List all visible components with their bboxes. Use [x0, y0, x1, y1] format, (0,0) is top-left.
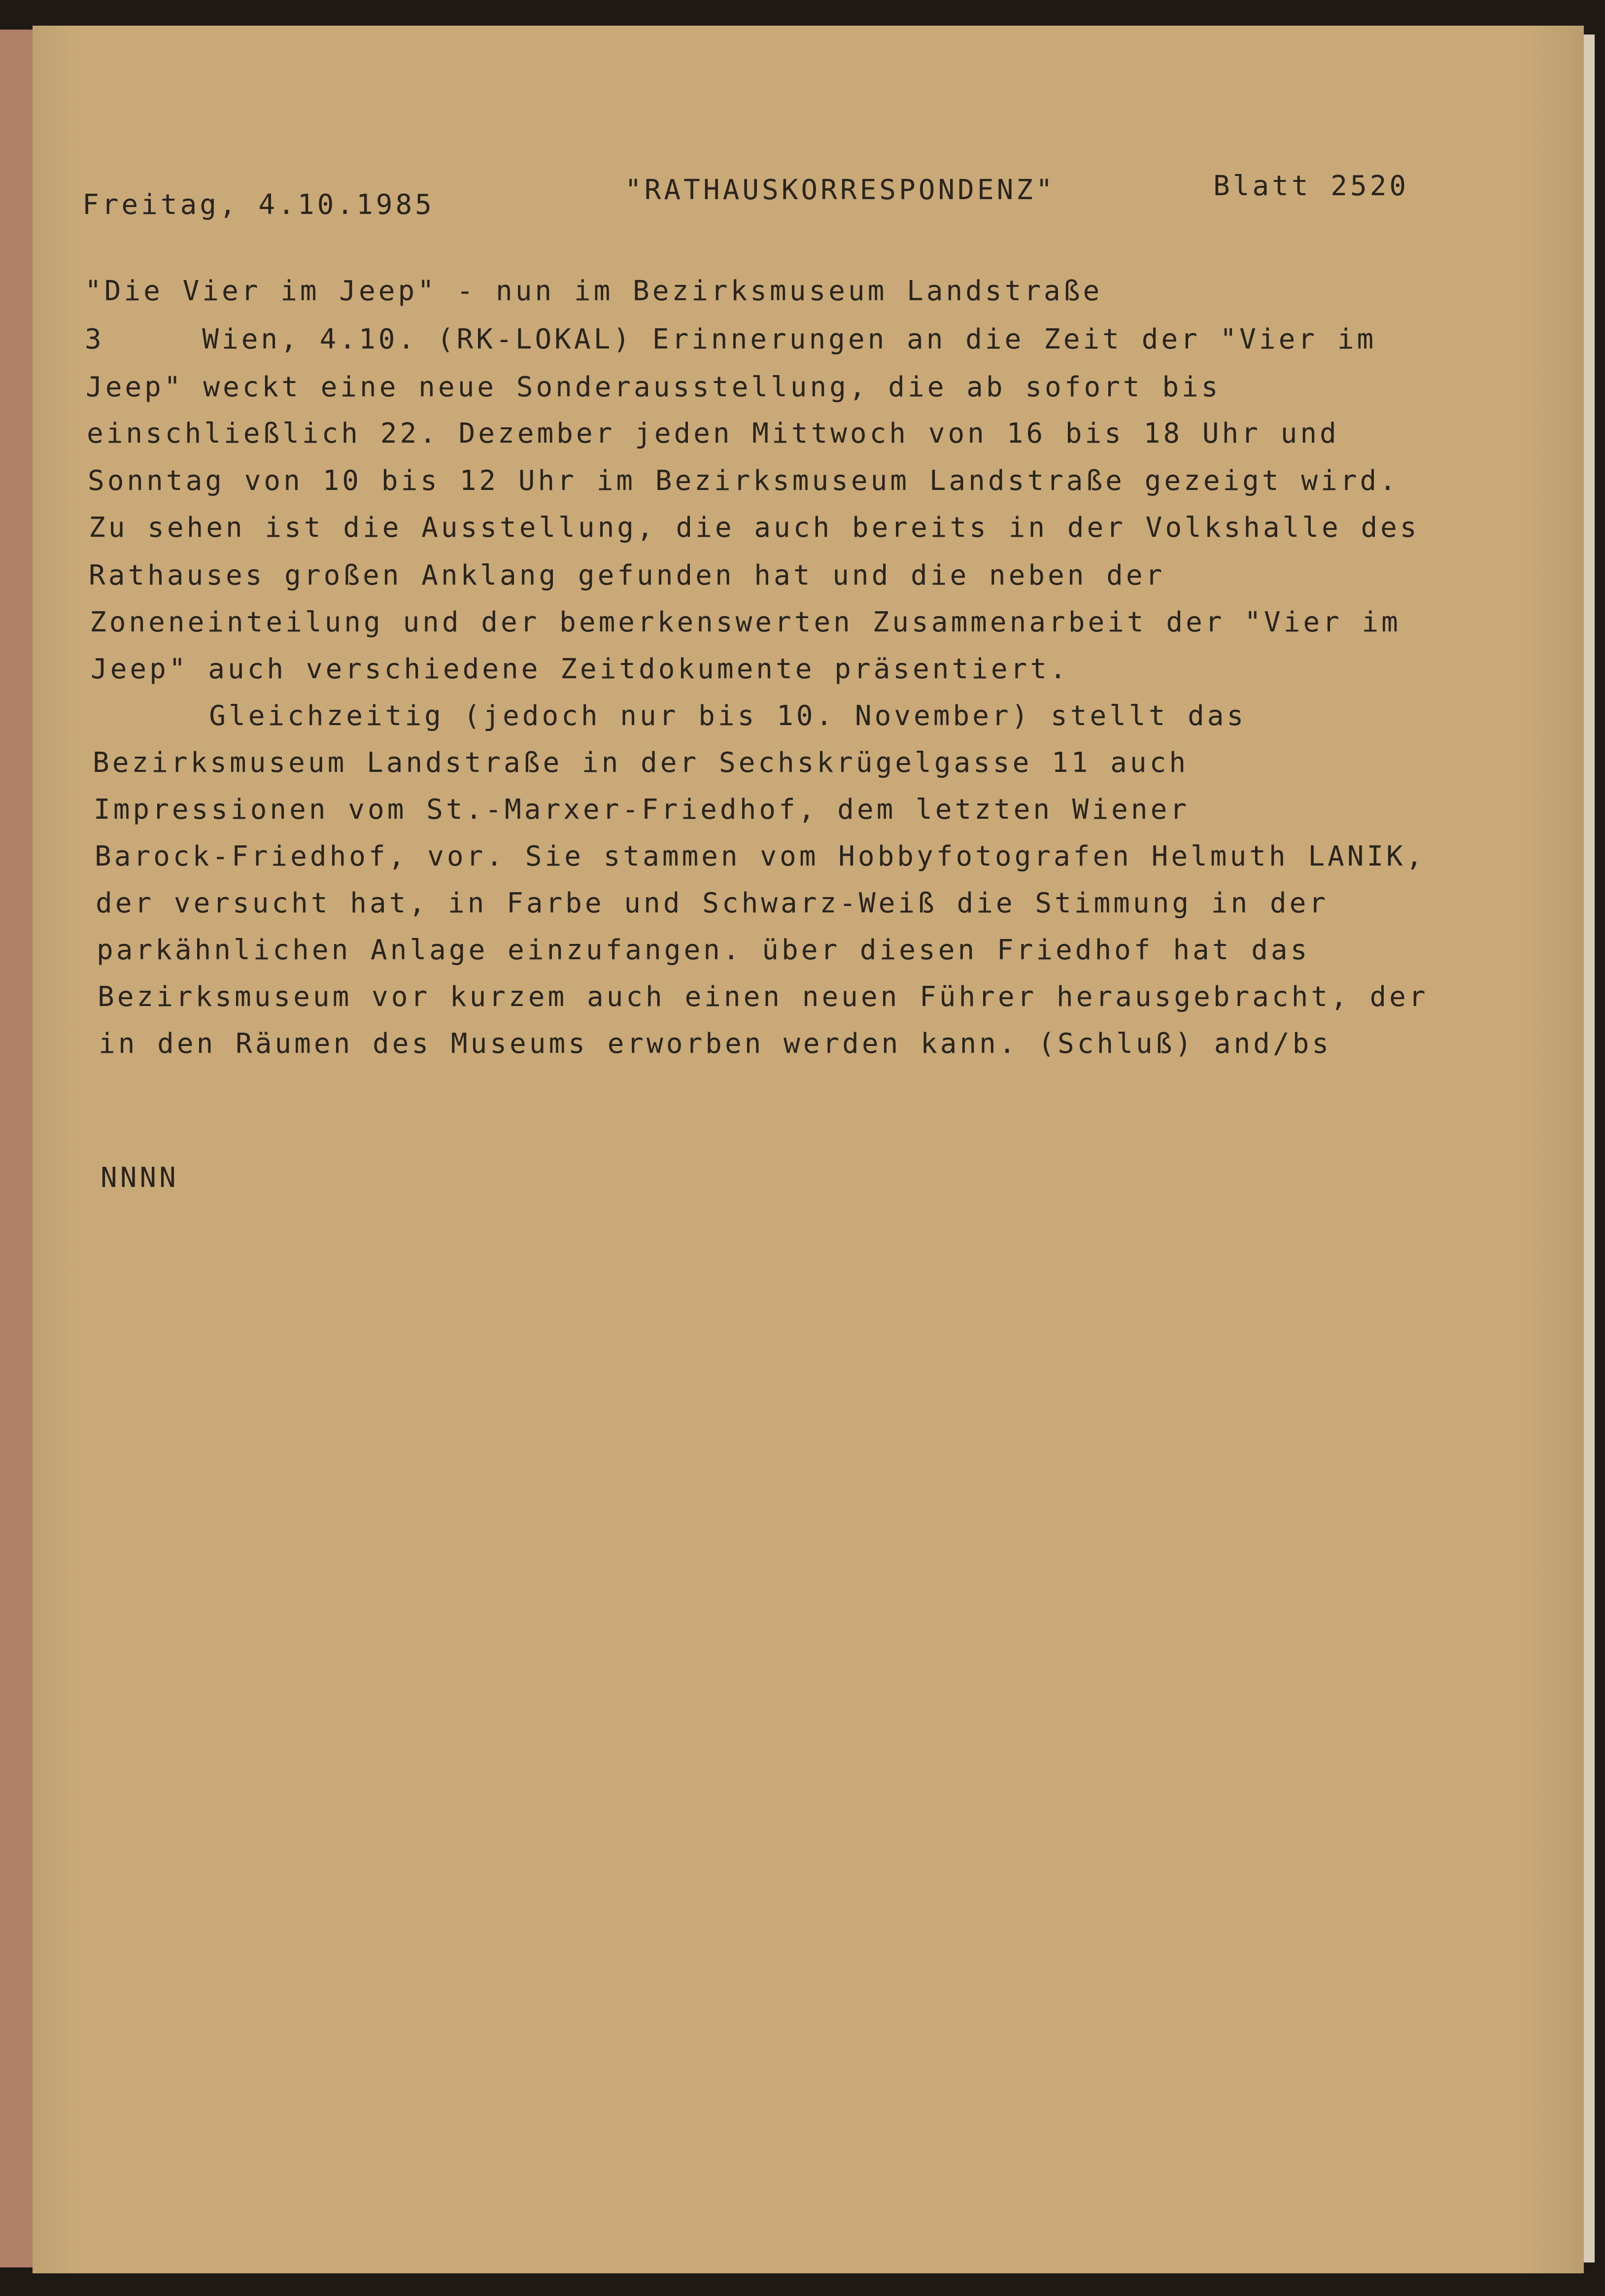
article-line: 3 Wien, 4.10. (RK-LOKAL) Erinnerungen an die Zeit der "Vier im — [85, 323, 1377, 355]
article-line: einschließlich 22. Dezember jeden Mittwoch von 16 bis 18 Uhr und — [87, 417, 1339, 450]
article-line: Barock-Friedhof, vor. Sie stammen vom Hobbyfotografen Helmuth LANIK, — [95, 840, 1426, 872]
binding-edge-left — [0, 30, 33, 2267]
header-page-number: Blatt 2520 — [1213, 170, 1409, 202]
article-line: Rathauses großen Anklang gefunden hat und die neben der — [89, 559, 1165, 591]
article-line: Sonntag von 10 bis 12 Uhr im Bezirksmuseum Landstraße gezeigt wird. — [88, 465, 1399, 497]
document-page — [33, 26, 1584, 2273]
article-line: Zu sehen ist die Ausstellung, die auch bereits in der Volkshalle des — [89, 512, 1420, 544]
end-marker: NNNN — [101, 1162, 179, 1194]
page-edge-right — [1584, 35, 1595, 2262]
article-line: Jeep" weckt eine neue Sonderausstellung, die ab sofort bis — [86, 371, 1221, 403]
article-line: parkähnlichen Anlage einzufangen. über diesen Friedhof hat das — [97, 934, 1310, 966]
article-headline: "Die Vier im Jeep" - nun im Bezirksmuseum Landstraße — [85, 275, 1103, 307]
article-line: Bezirksmuseum vor kurzem auch einen neuen Führer herausgebracht, der — [98, 981, 1429, 1013]
article-line: in den Räumen des Museums erworben werden kann. (Schluß) and/bs — [99, 1028, 1332, 1060]
article-line: Bezirksmuseum Landstraße in der Sechskrügelgasse 11 auch — [93, 747, 1189, 779]
header-date: Freitag, 4.10.1985 — [82, 189, 435, 221]
article-line: der versucht hat, in Farbe und Schwarz-Weiß die Stimmung in der — [96, 887, 1329, 919]
article-line: Impressionen vom St.-Marxer-Friedhof, dem letzten Wiener — [94, 794, 1190, 826]
article-line: Zoneneinteilung und der bemerkenswerten Zusammenarbeit der "Vier im — [90, 606, 1401, 638]
article-line: Jeep" auch verschiedene Zeitdokumente präsentiert. — [91, 653, 1069, 685]
article-line: Gleichzeitig (jedoch nur bis 10. November) stellt das — [92, 700, 1247, 732]
header-source: "RATHAUSKORRESPONDENZ" — [625, 174, 1056, 206]
